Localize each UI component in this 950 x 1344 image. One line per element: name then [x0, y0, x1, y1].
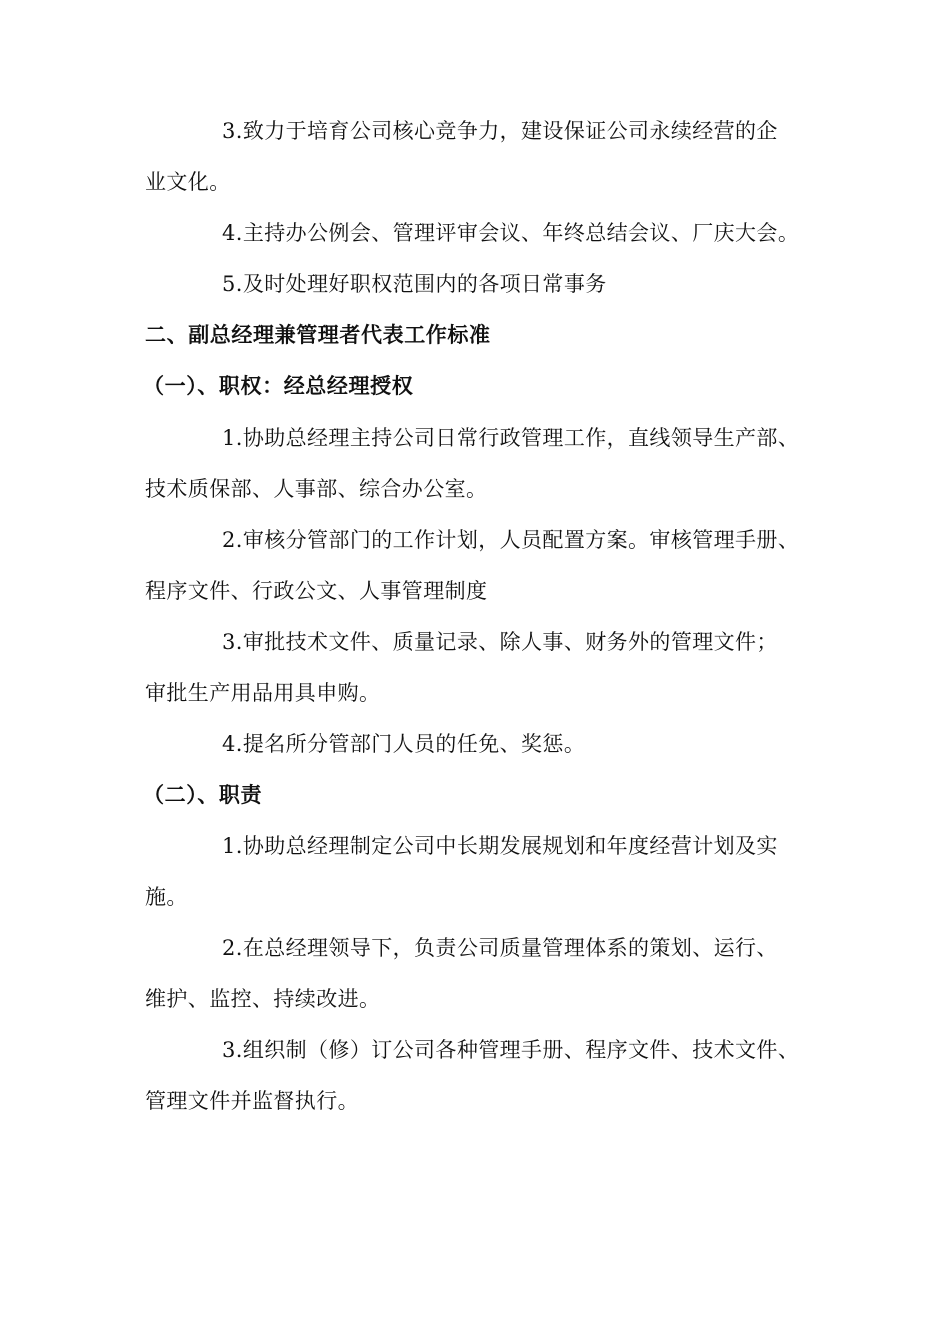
duty-item-1-line-1: 1.协助总经理制定公司中长期发展规划和年度经营计划及实	[222, 834, 778, 858]
authority-item-3-line-2: 审批生产用品用具申购。	[145, 681, 381, 705]
section-heading-deputy-gm: 二、副总经理兼管理者代表工作标准	[145, 323, 491, 347]
paragraph-item-3-line-2: 业文化。	[145, 170, 231, 194]
authority-item-1-line-1: 1.协助总经理主持公司日常行政管理工作，直线领导生产部、	[222, 426, 800, 450]
paragraph-item-3-line-1: 3.致力于培育公司核心竞争力，建设保证公司永续经营的企	[222, 119, 778, 143]
duty-item-3-line-2: 管理文件并监督执行。	[145, 1089, 359, 1113]
duty-item-2-line-1: 2.在总经理领导下，负责公司质量管理体系的策划、运行、	[222, 936, 778, 960]
subsection-heading-duties: （二）、职责	[143, 783, 263, 807]
duty-item-2-line-2: 维护、监控、持续改进。	[145, 987, 381, 1011]
authority-item-2-line-2: 程序文件、行政公文、人事管理制度	[145, 579, 488, 603]
paragraph-item-4: 4.主持办公例会、管理评审会议、年终总结会议、厂庆大会。	[222, 221, 800, 245]
authority-item-4: 4.提名所分管部门人员的任免、奖惩。	[222, 732, 586, 756]
authority-item-1-line-2: 技术质保部、人事部、综合办公室。	[145, 477, 488, 501]
authority-item-3-line-1: 3.审批技术文件、质量记录、除人事、财务外的管理文件；	[222, 630, 778, 654]
authority-item-2-line-1: 2.审核分管部门的工作计划，人员配置方案。审核管理手册、	[222, 528, 800, 552]
duty-item-1-line-2: 施。	[145, 885, 188, 909]
subsection-heading-authority: （一）、职权：经总经理授权	[143, 374, 414, 398]
paragraph-item-5: 5.及时处理好职权范围内的各项日常事务	[222, 272, 607, 296]
duty-item-3-line-1: 3.组织制（修）订公司各种管理手册、程序文件、技术文件、	[222, 1038, 800, 1062]
